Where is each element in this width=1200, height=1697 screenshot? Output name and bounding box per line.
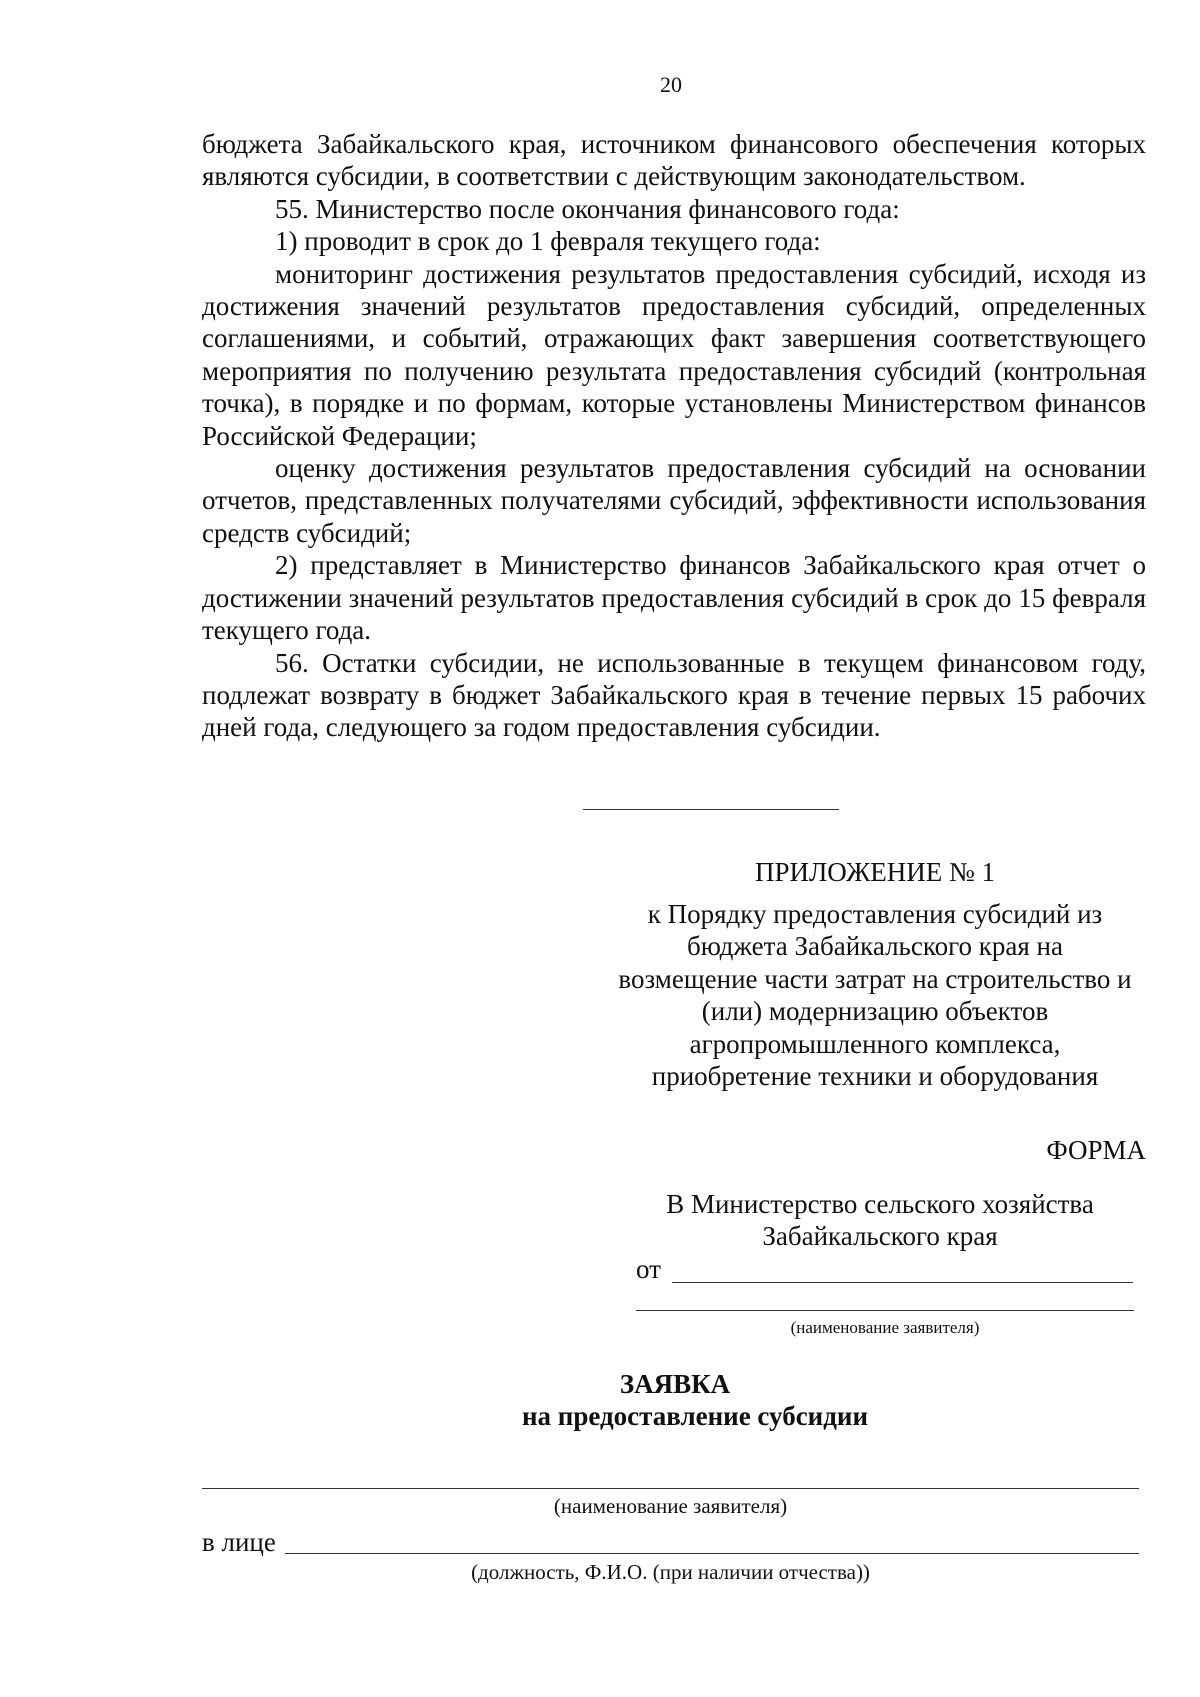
addressee-line-1: В Министерство сельского хозяйства: [666, 1189, 1094, 1219]
representative-label: в лице: [202, 1527, 276, 1557]
representative-field: [202, 1526, 1139, 1558]
appendix-title: ПРИЛОЖЕНИЕ № 1: [754, 857, 996, 887]
from-blank-line: [672, 1282, 1133, 1283]
appendix-line: бюджета Забайкальского края на: [687, 931, 1063, 962]
applicant-caption-small: (наименование заявителя): [790, 1318, 980, 1337]
appendix-line: (или) модернизацию объектов: [701, 996, 1049, 1027]
representative-caption: (должность, Ф.И.О. (при наличии отчества)): [471, 1560, 870, 1584]
request-subtitle: на предоставление субсидии: [521, 1401, 869, 1431]
paragraph-55-item-2: 2) представляет в Министерство финансов Забайкальского края отчет о достижении значений результатов предоставления субсидий в срок до 15 февраля текущего года.: [202, 550, 1146, 646]
appendix-line: приобретение техники и оборудования: [651, 1061, 1099, 1092]
appendix-description: [600, 898, 1150, 1092]
applicant-blank-line: [636, 1310, 1134, 1311]
appendix-line: к Порядку предоставления субсидий из: [647, 899, 1103, 929]
representative-blank-line: [285, 1553, 1139, 1554]
paragraph-monitoring: мониторинг достижения результатов предоставления субсидий, исходя из достижения значений результатов предоставления субсидий, определенных соглашениями, и событий, отражающих факт завершения соответствующего мероприятия по получению результата предоставления субсидий (контрольная точка), в порядке и по формам, которые установлены Министерством финансов Российской Федерации;: [202, 258, 1146, 451]
paragraph-55-item-1: 1) проводит в срок до 1 февраля текущего года:: [275, 226, 821, 257]
paragraph-continuation: бюджета Забайкальского края, источником финансового обеспечения которых являются субсидии, в соответствии с действующим законодательством.: [202, 129, 1146, 192]
appendix-line: агропромышленного комплекса,: [689, 1028, 1061, 1059]
appendix-line: возмещение части затрат на строительство и: [618, 963, 1132, 994]
section-separator: [583, 809, 839, 810]
from-label: от: [636, 1254, 661, 1284]
addressee-line-2: Забайкальского края: [762, 1221, 998, 1252]
paragraph-assessment: оценку достижения результатов предоставления субсидий на основании отчетов, представленных получателями субсидий, эффективности использования средств субсидий;: [202, 453, 1146, 548]
page-number: 20: [660, 72, 682, 97]
applicant-name-blank-line: [202, 1488, 1139, 1489]
applicant-name-caption: (наименование заявителя): [553, 1494, 788, 1518]
from-field: [636, 1253, 1136, 1285]
paragraph-55: 55. Министерство после окончания финансового года:: [275, 193, 900, 224]
paragraph-56: 56. Остатки субсидии, не использованные в текущем финансовом году, подлежат возврату в бюджет Забайкальского края в течение первых 15 рабочих дней года, следующего за годом предоставления субсидии.: [202, 647, 1146, 743]
main-text: [202, 128, 1146, 744]
request-title: ЗАЯВКА: [619, 1369, 731, 1399]
addressee-block: [610, 1188, 1150, 1253]
form-label: ФОРМА: [1046, 1135, 1146, 1165]
